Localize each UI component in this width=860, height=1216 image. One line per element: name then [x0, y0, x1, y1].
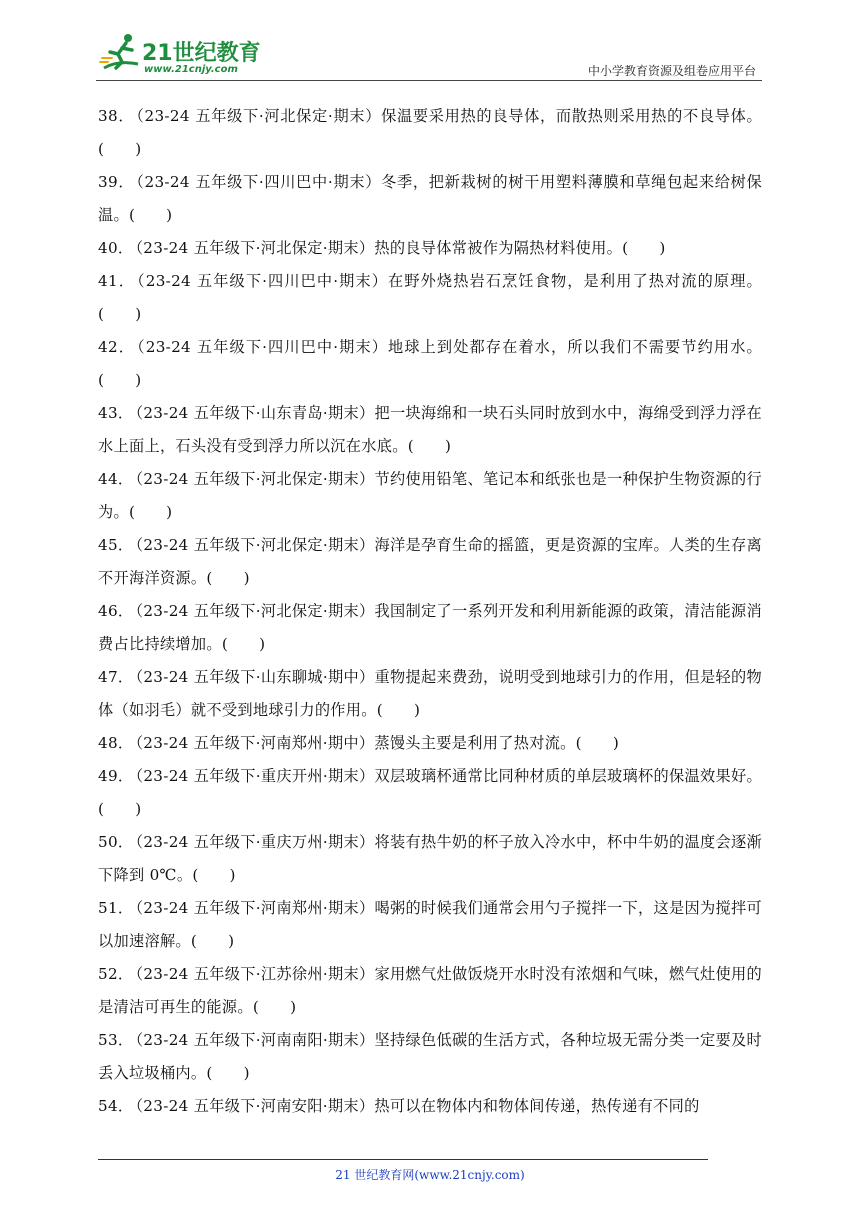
question-item: [98, 1024, 762, 1090]
question-number: 46．: [98, 602, 134, 620]
question-number: 54．: [98, 1097, 134, 1115]
page-header: [0, 0, 860, 84]
question-text: （23-24 五年级下·四川巴中·期末）地球上到处都存在着水，所以我们不需要节约用水。( ): [98, 338, 762, 389]
question-text: （23-24 五年级下·河南安阳·期末）热可以在物体内和物体间传递，热传递有不同的: [135, 1097, 700, 1115]
question-text: （23-24 五年级下·河南郑州·期末）喝粥的时候我们通常会用勺子搅拌一下，这是因为搅拌可以加速溶解。( ): [98, 899, 762, 950]
question-number: 38．: [98, 107, 135, 125]
question-number: 41．: [98, 272, 136, 290]
question-item: [98, 166, 762, 232]
question-text: （23-24 五年级下·山东青岛·期末）把一块海绵和一块石头同时放到水中，海绵受到浮力浮在水上面上，石头没有受到浮力所以沉在水底。( ): [98, 404, 762, 455]
question-number: 45．: [98, 536, 134, 554]
question-text: （23-24 五年级下·河北保定·期末）热的良导体常被作为隔热材料使用。( ): [135, 239, 666, 257]
question-number: 43．: [98, 404, 134, 422]
question-number: 42．: [98, 338, 136, 356]
question-item: [98, 232, 762, 265]
platform-title: 中小学教育资源及组卷应用平台: [587, 64, 756, 78]
question-number: 44．: [98, 470, 134, 488]
footer-divider: [98, 1159, 708, 1160]
question-number: 48．: [98, 734, 134, 752]
question-item: [98, 397, 762, 463]
question-text: （23-24 五年级下·河南郑州·期中）蒸馒头主要是利用了热对流。( ): [135, 734, 620, 752]
question-text: （23-24 五年级下·重庆开州·期末）双层玻璃杯通常比同种材质的单层玻璃杯的保温效果好。( ): [98, 767, 762, 818]
question-item: [98, 1090, 762, 1123]
question-text: （23-24 五年级下·四川巴中·期末）在野外烧热岩石烹饪食物，是利用了热对流的原理。( ): [98, 272, 762, 323]
logo-url: www.21cnjy.com: [144, 64, 238, 75]
question-item: [98, 760, 762, 826]
question-item: [98, 826, 762, 892]
question-text: （23-24 五年级下·重庆万州·期末）将装有热牛奶的杯子放入冷水中，杯中牛奶的温度会逐渐下降到 0℃。( ): [98, 833, 762, 884]
question-item: [98, 595, 762, 661]
question-number: 47．: [98, 668, 134, 686]
question-text: （23-24 五年级下·河北保定·期末）我国制定了一系列开发和利用新能源的政策，清洁能源消费占比持续增加。( ): [98, 602, 762, 653]
question-number: 49．: [98, 767, 134, 785]
question-item: [98, 529, 762, 595]
question-item: [98, 331, 762, 397]
question-text: （23-24 五年级下·四川巴中·期末）冬季，把新栽树的树干用塑料薄膜和草绳包起来给树保温。( ): [98, 173, 762, 224]
runner-logo-icon: [98, 30, 144, 76]
logo-text: 21世纪教育: [142, 41, 261, 66]
footer-link[interactable]: 21 世纪教育网(www.21cnjy.com): [335, 1168, 525, 1182]
question-text: （23-24 五年级下·山东聊城·期中）重物提起来费劲，说明受到地球引力的作用，但是轻的物体（如羽毛）就不受到地球引力的作用。( ): [98, 668, 762, 719]
question-number: 39．: [98, 173, 135, 191]
question-item: [98, 892, 762, 958]
question-item: [98, 958, 762, 1024]
question-item: [98, 463, 762, 529]
question-number: 52．: [98, 965, 134, 983]
question-number: 50．: [98, 833, 134, 851]
question-list: [98, 100, 762, 1123]
question-text: （23-24 五年级下·江苏徐州·期末）家用燃气灶做饭烧开水时没有浓烟和气味，燃气灶使用的是清洁可再生的能源。( ): [98, 965, 762, 1016]
question-text: （23-24 五年级下·河北保定·期末）保温要采用热的良导体，而散热则采用热的不良导体。( ): [98, 107, 762, 158]
question-item: [98, 727, 762, 760]
site-logo[interactable]: [98, 30, 261, 80]
question-number: 40．: [98, 239, 134, 257]
question-item: [98, 661, 762, 727]
question-text: （23-24 五年级下·河南南阳·期末）坚持绿色低碳的生活方式，各种垃圾无需分类一定要及时丢入垃圾桶内。( ): [98, 1031, 762, 1082]
question-item: [98, 265, 762, 331]
question-item: [98, 100, 762, 166]
question-number: 53．: [98, 1031, 134, 1049]
header-divider: [96, 80, 762, 81]
question-text: （23-24 五年级下·河北保定·期末）节约使用铅笔、笔记本和纸张也是一种保护生物资源的行为。( ): [98, 470, 762, 521]
question-text: （23-24 五年级下·河北保定·期末）海洋是孕育生命的摇篮，更是资源的宝库。人类的生存离不开海洋资源。( ): [98, 536, 762, 587]
question-number: 51．: [98, 899, 134, 917]
